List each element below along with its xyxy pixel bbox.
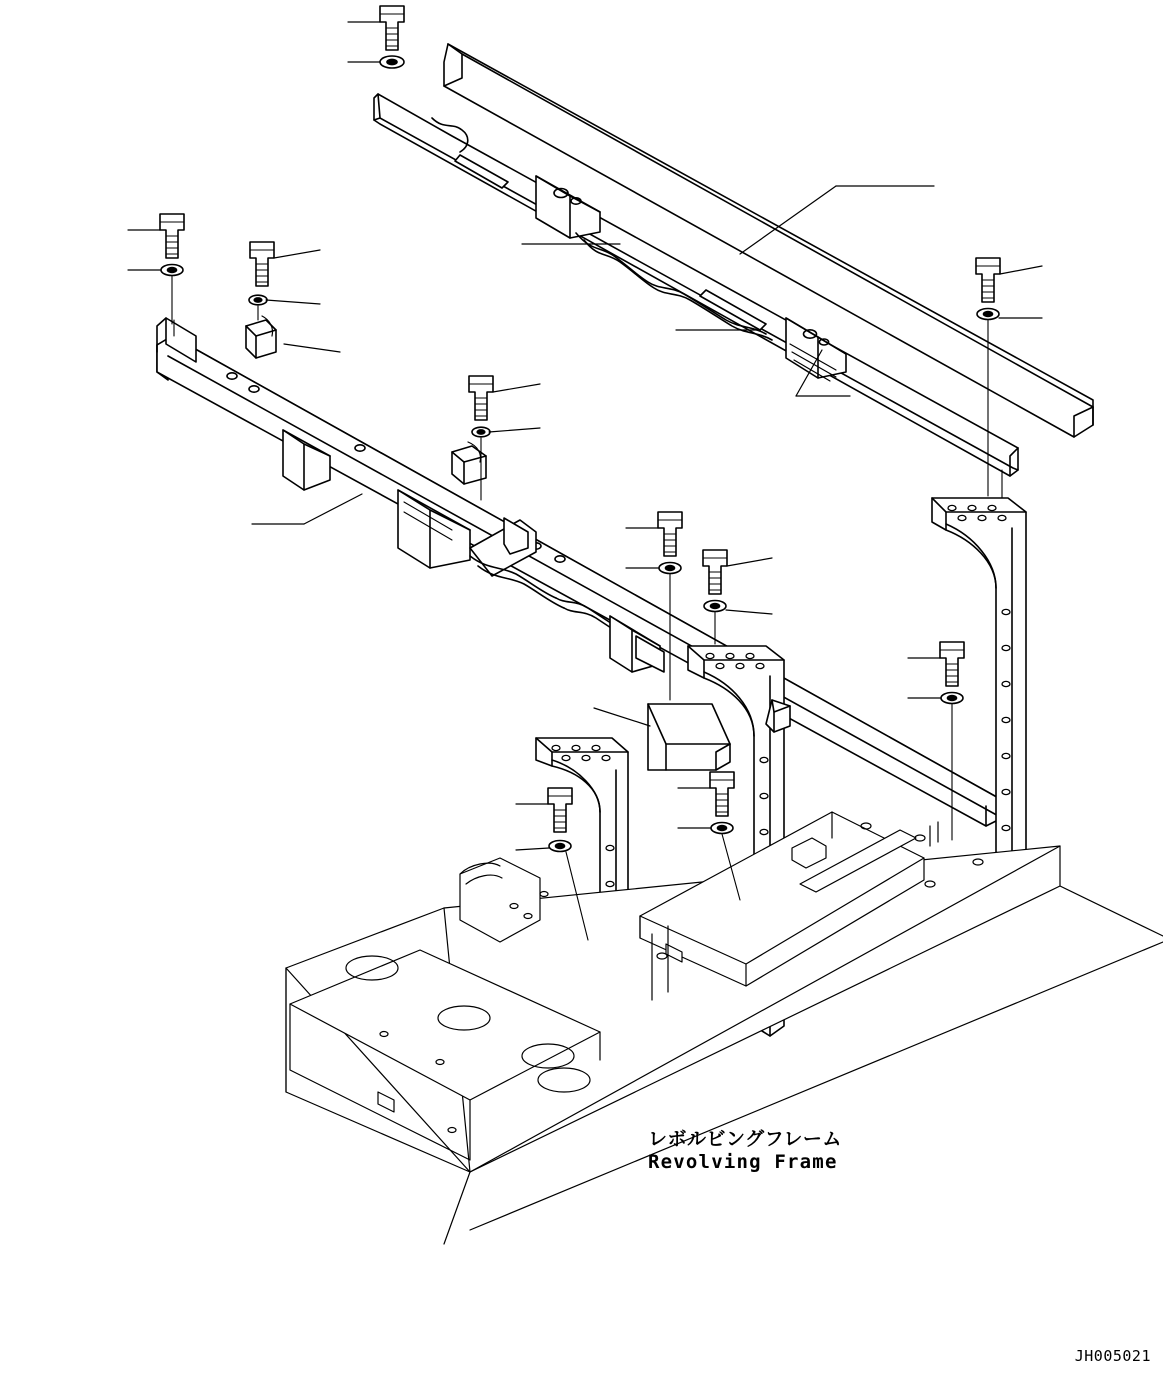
fastener-washer-2 (128, 265, 183, 325)
fastener-bolt-5 (626, 512, 682, 556)
fastener-bolt-3 (250, 242, 320, 286)
fastener-bolt-7 (976, 258, 1042, 302)
fastener-bolt-6 (703, 550, 772, 594)
fastener-bolt-8 (908, 642, 964, 686)
frame-label-en: Revolving Frame (648, 1151, 838, 1173)
frame-label (648, 1128, 948, 1174)
small-clip-bracket-a (246, 316, 340, 358)
upper-guide-rail (444, 44, 1093, 437)
drawing-number: JH005021 (1074, 1347, 1151, 1365)
frame-label-jp: レボルビングフレーム (648, 1128, 842, 1150)
fastener-bolt-1 (348, 6, 404, 50)
fastener-washer-3 (249, 295, 320, 320)
fastener-bolt-10 (516, 788, 572, 832)
fastener-bolt-2 (128, 214, 184, 258)
lower-guide-rail-with-latch (374, 94, 1018, 476)
fastener-bolt-4 (469, 376, 540, 420)
fastener-washer-1 (348, 56, 404, 68)
revolving-frame-base (286, 812, 1163, 1244)
fastener-washer-6 (704, 601, 772, 645)
fastener-bolt-9 (678, 772, 734, 816)
